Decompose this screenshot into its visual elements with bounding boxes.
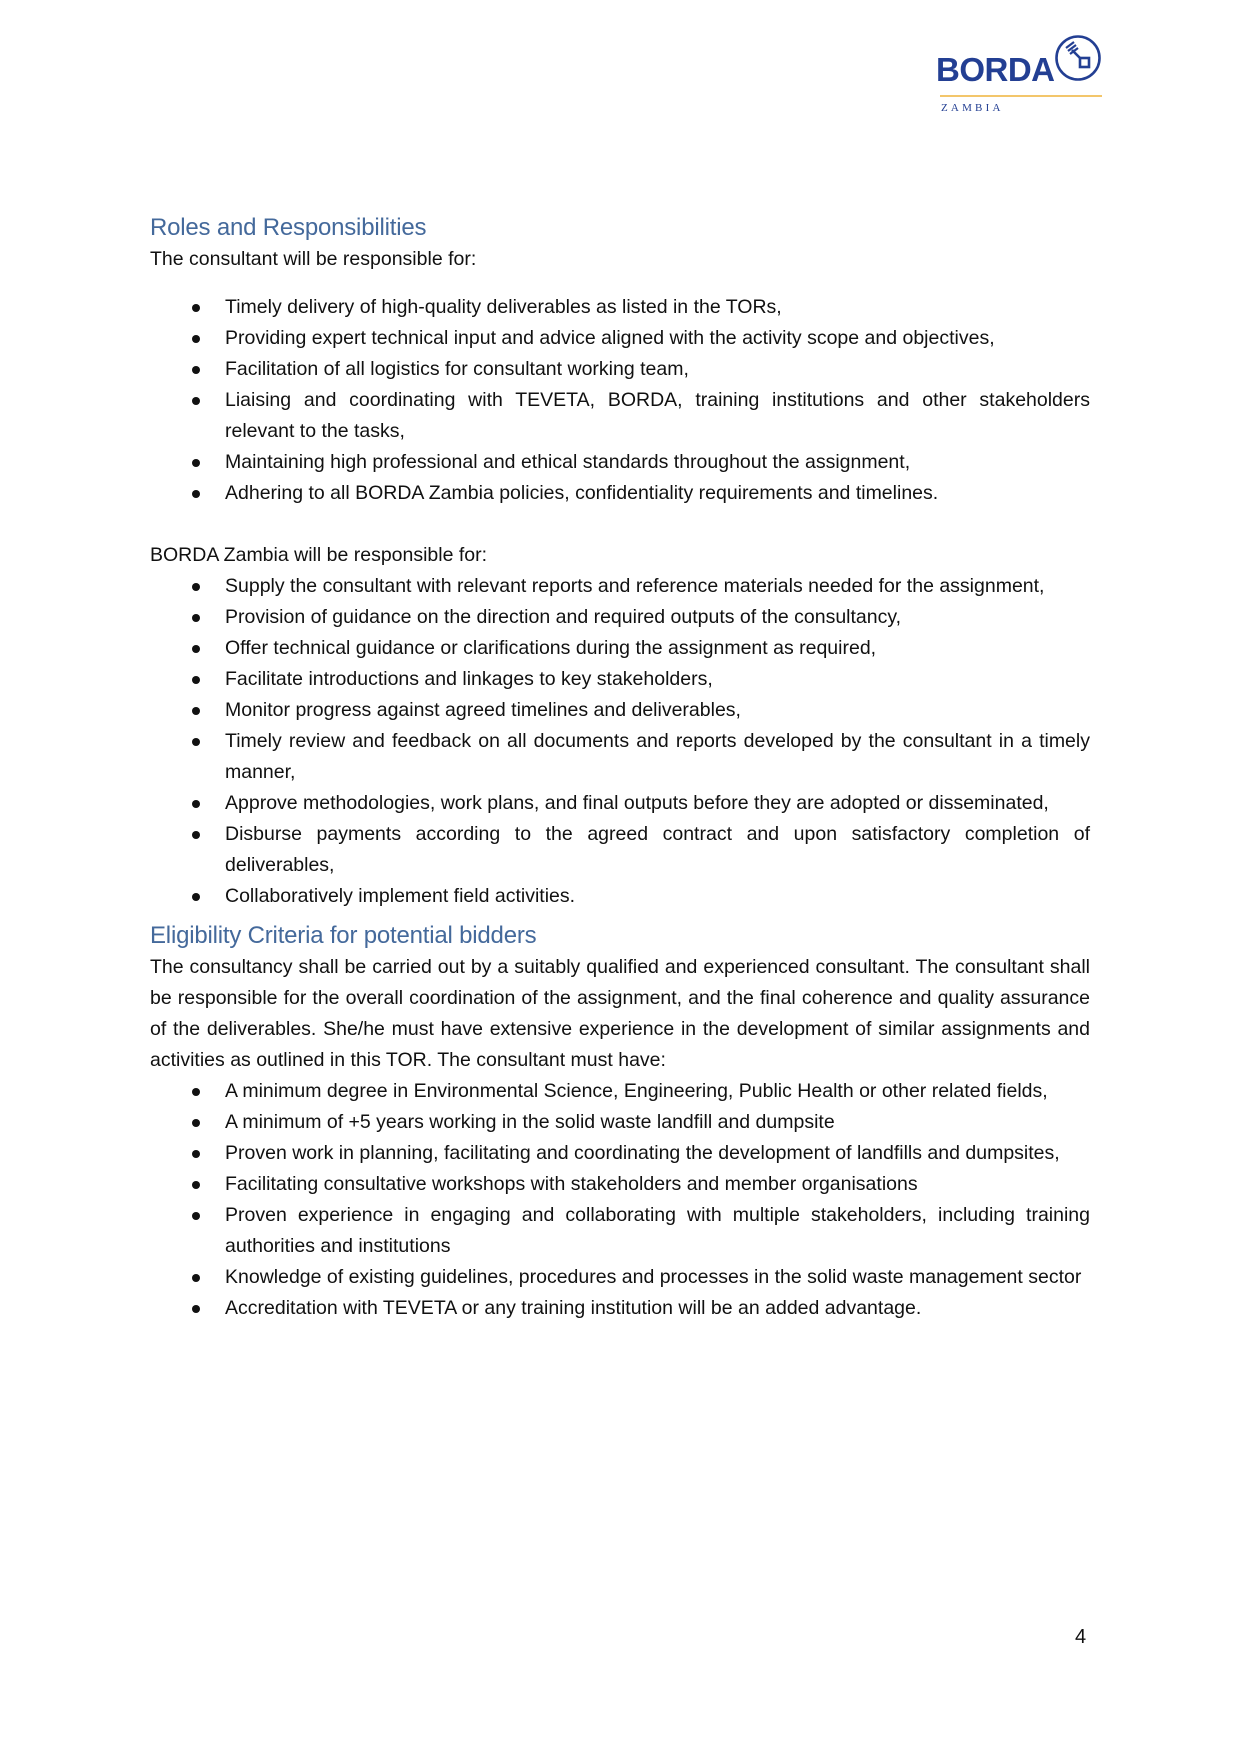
bullet-icon <box>192 893 200 901</box>
page-number: 4 <box>1075 1626 1087 1648</box>
list-item: Facilitating consultative workshops with stakeholders and member organisations <box>150 1169 1090 1200</box>
list-item: Supply the consultant with relevant reports and reference materials needed for the assignment, <box>150 571 1090 602</box>
list-item: Accreditation with TEVETA or any training institution will be an added advantage. <box>150 1293 1090 1324</box>
list-item: Timely delivery of high-quality deliverables as listed in the TORs, <box>150 292 1090 323</box>
bullet-icon <box>192 1088 200 1096</box>
bullet-icon <box>192 614 200 622</box>
logo-subtitle: ZAMBIA <box>941 102 1004 114</box>
eligibility-paragraph: The consultancy shall be carried out by a suitably qualified and experienced consultant. The consultant shall be responsible for the overall coordination of the assignment, and the final coherence and quality assurance of the deliverables. She/he must have extensive experience in the development of similar assignments and activities as outlined in this TOR. The consultant must have: <box>150 956 1090 1071</box>
list-item: A minimum of +5 years working in the solid waste landfill and dumpsite <box>150 1107 1090 1138</box>
list-item: Knowledge of existing guidelines, procedures and processes in the solid waste management sector <box>150 1262 1090 1293</box>
bullet-icon <box>192 366 200 374</box>
bullet-icon <box>192 1150 200 1158</box>
list-item: Proven work in planning, facilitating and coordinating the development of landfills and dumpsites, <box>150 1138 1090 1169</box>
bullet-icon <box>192 1119 200 1127</box>
borda-responsibilities-intro: BORDA Zambia will be responsible for: <box>150 544 488 566</box>
borda-circle-brush-icon <box>1054 34 1102 82</box>
list-item: Adhering to all BORDA Zambia policies, confidentiality requirements and timelines. <box>150 478 1090 509</box>
bullet-icon <box>192 831 200 839</box>
list-item: Maintaining high professional and ethical standards throughout the assignment, <box>150 447 1090 478</box>
list-item: Facilitation of all logistics for consultant working team, <box>150 354 1090 385</box>
bullet-icon <box>192 645 200 653</box>
bullet-icon <box>192 1181 200 1189</box>
bullet-icon <box>192 397 200 405</box>
borda-responsibilities-list <box>150 571 1090 912</box>
list-item: Disburse payments according to the agreed contract and upon satisfactory completion of deliverables, <box>150 819 1090 881</box>
consultant-responsibilities-list <box>150 292 1090 509</box>
list-item: Proven experience in engaging and collaborating with multiple stakeholders, including training authorities and institutions <box>150 1200 1090 1262</box>
bullet-icon <box>192 676 200 684</box>
list-item: Collaboratively implement field activities. <box>150 881 1090 912</box>
document-body <box>150 212 1090 1324</box>
eligibility-criteria-list <box>150 1076 1090 1324</box>
list-item: Timely review and feedback on all documents and reports developed by the consultant in a timely manner, <box>150 726 1090 788</box>
section-heading-eligibility: Eligibility Criteria for potential bidders <box>150 922 537 949</box>
bullet-icon <box>192 1212 200 1220</box>
section-heading-roles: Roles and Responsibilities <box>150 214 427 241</box>
bullet-icon <box>192 1305 200 1313</box>
bullet-icon <box>192 583 200 591</box>
list-item: Facilitate introductions and linkages to key stakeholders, <box>150 664 1090 695</box>
bullet-icon <box>192 490 200 498</box>
bullet-icon <box>192 459 200 467</box>
list-item: Liaising and coordinating with TEVETA, BORDA, training institutions and other stakeholders relevant to the tasks, <box>150 385 1090 447</box>
bullet-icon <box>192 800 200 808</box>
bullet-icon <box>192 335 200 343</box>
consultant-responsibilities-intro: The consultant will be responsible for: <box>150 248 477 270</box>
list-item: Offer technical guidance or clarifications during the assignment as required, <box>150 633 1090 664</box>
bullet-icon <box>192 1274 200 1282</box>
list-item: Provision of guidance on the direction and required outputs of the consultancy, <box>150 602 1090 633</box>
bullet-icon <box>192 707 200 715</box>
bullet-icon <box>192 738 200 746</box>
borda-zambia-logo <box>936 34 1106 120</box>
bullet-icon <box>192 304 200 312</box>
logo-divider <box>940 95 1102 97</box>
list-item: Approve methodologies, work plans, and final outputs before they are adopted or disseminated, <box>150 788 1090 819</box>
list-item: Providing expert technical input and advice aligned with the activity scope and objectives, <box>150 323 1090 354</box>
list-item: Monitor progress against agreed timelines and deliverables, <box>150 695 1090 726</box>
list-item: A minimum degree in Environmental Science, Engineering, Public Health or other related fields, <box>150 1076 1090 1107</box>
logo-wordmark: BORDA <box>936 51 1055 88</box>
